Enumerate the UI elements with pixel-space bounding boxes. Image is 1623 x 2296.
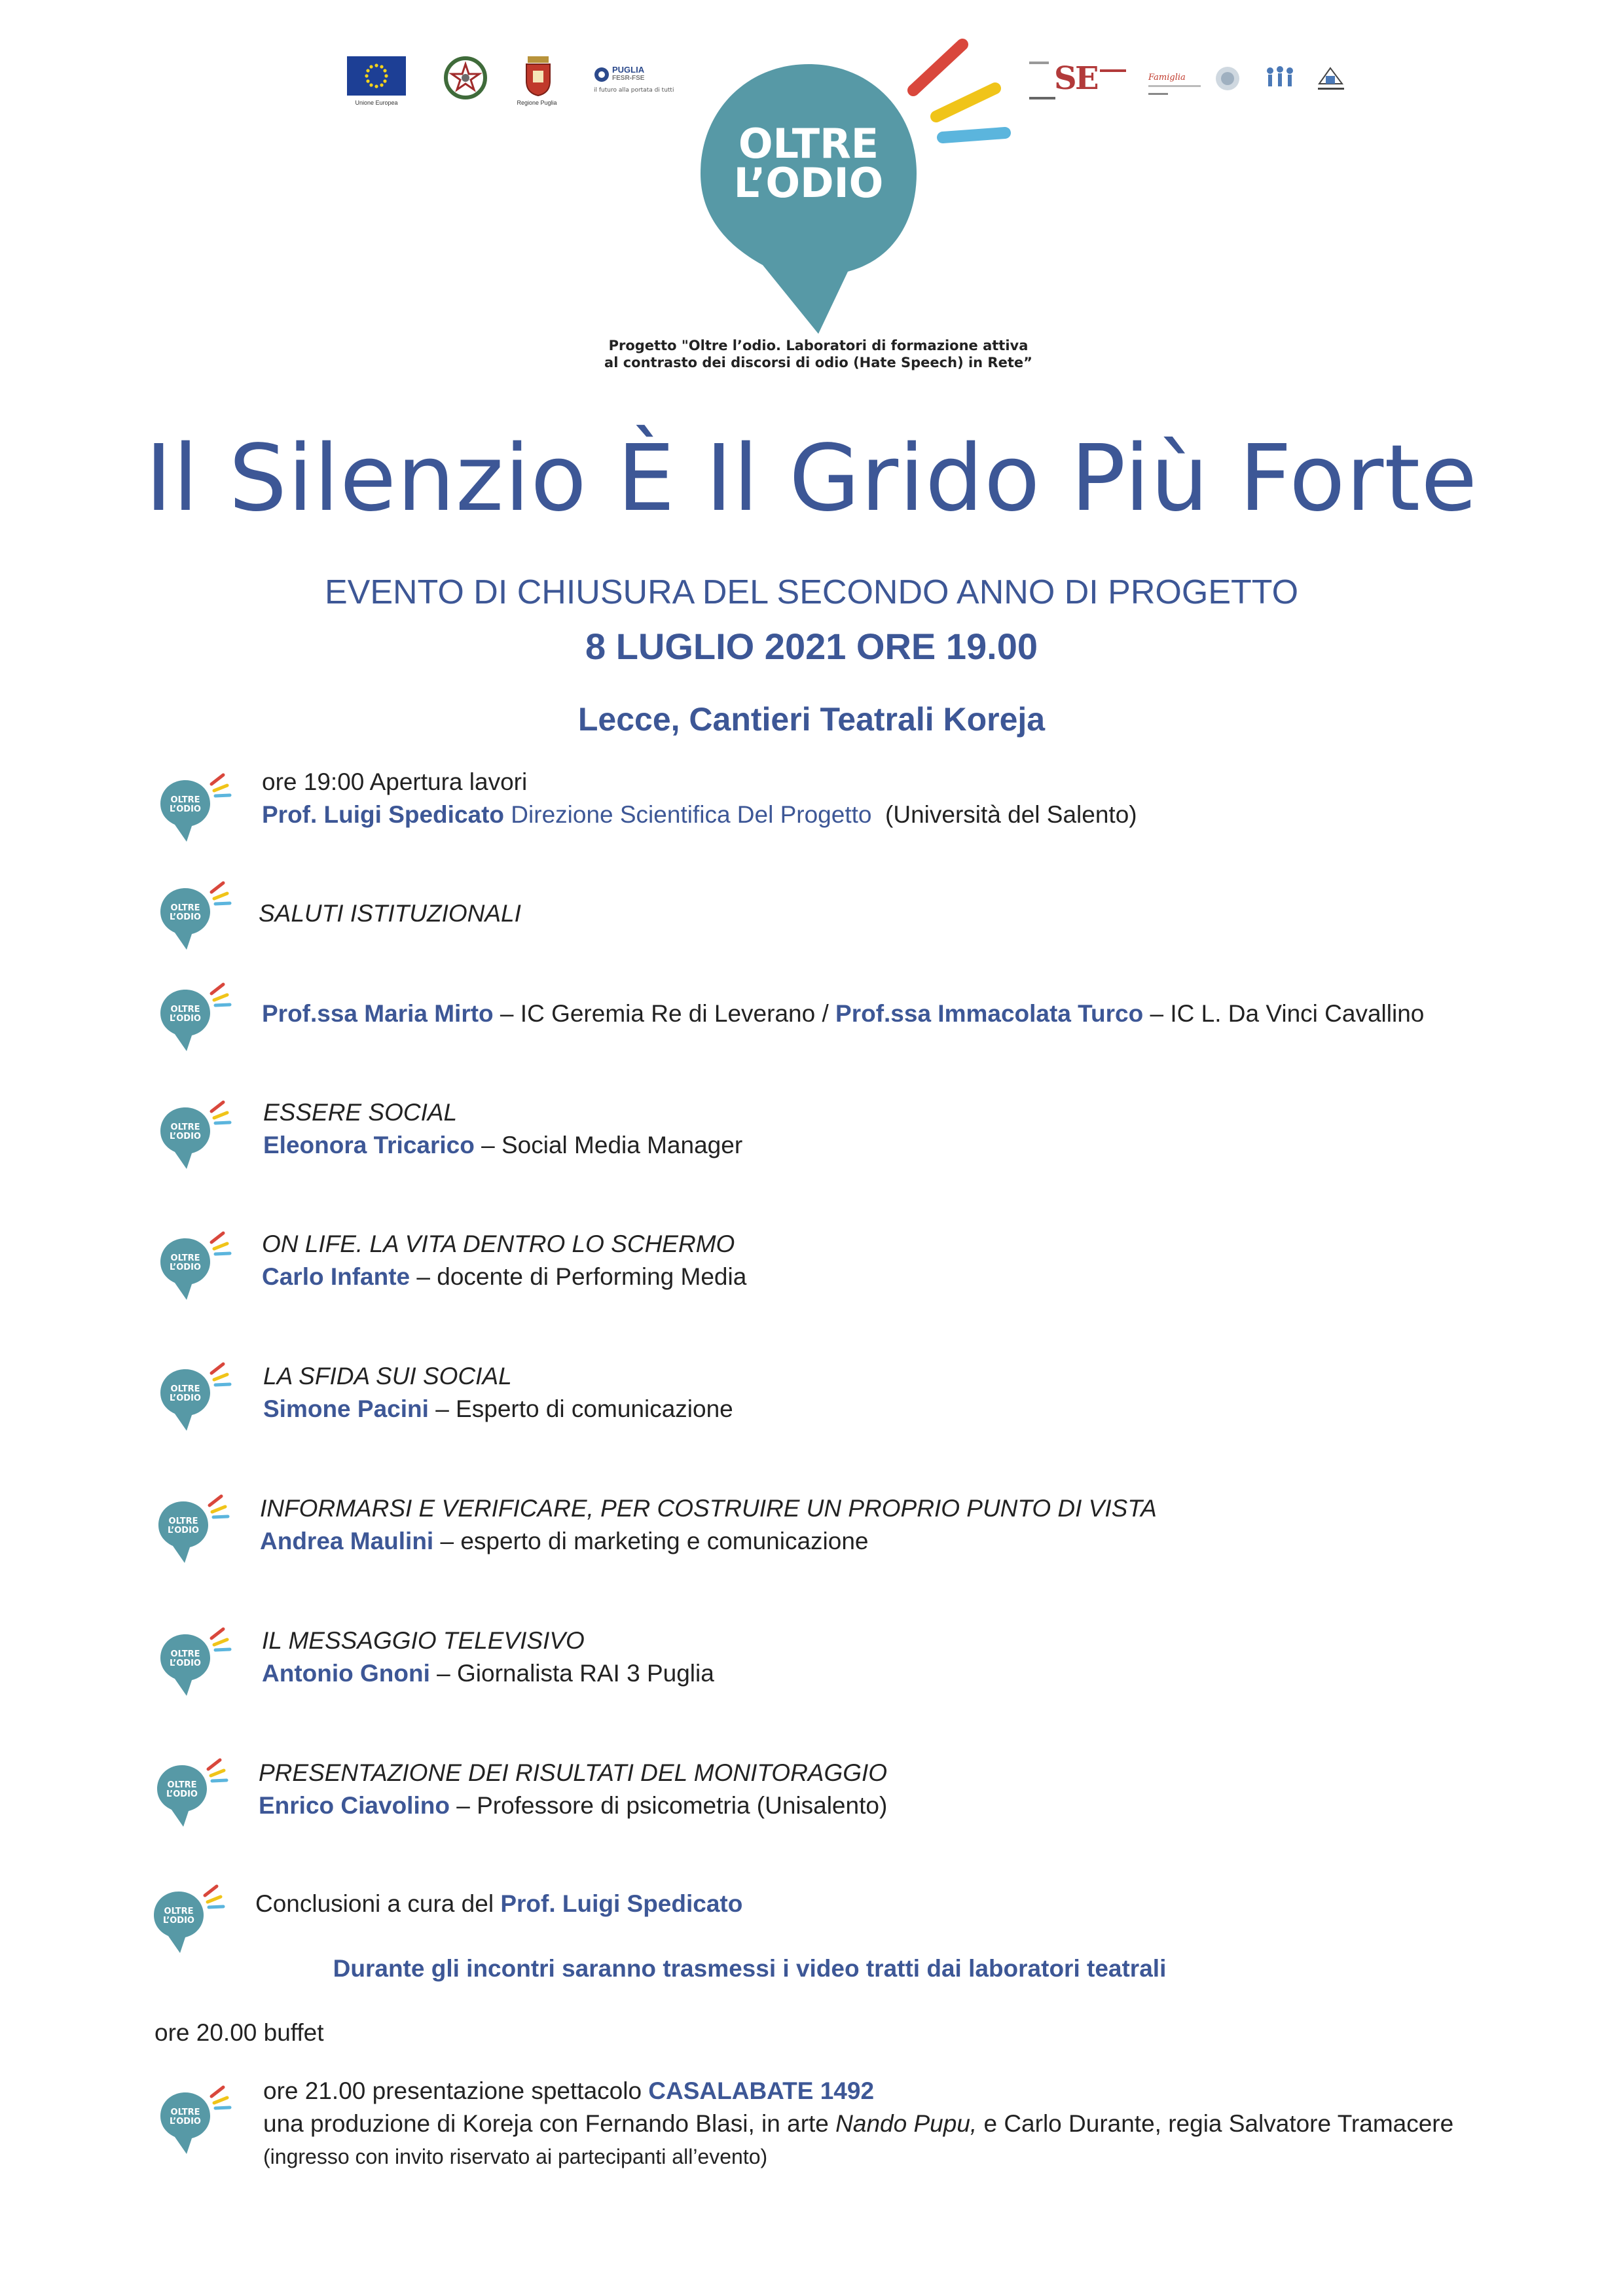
speaker-name: Eleonora Tricarico — [263, 1132, 475, 1158]
oltre-lodio-bullet-icon — [152, 1487, 237, 1566]
speaker-name: Prof. Luigi Spedicato — [500, 1890, 743, 1917]
bullet-logo-line-1: OLTRE — [164, 1907, 194, 1916]
speaker-affiliation: (Università del Salento) — [871, 801, 1137, 828]
oltre-lodio-bullet-icon — [154, 1355, 239, 1433]
logo-line-2: L’ODIO — [733, 159, 884, 207]
agenda-item-line — [263, 1129, 742, 1162]
speaker-role: Direzione Scientifica Del Progetto — [504, 801, 872, 828]
show-credits: e Carlo Durante, regia Salvatore Tramacere — [977, 2110, 1454, 2137]
project-description — [576, 337, 1061, 371]
speaker-name: Prof.ssa Maria Mirto — [262, 1000, 494, 1027]
oltre-lodio-bullet-icon — [154, 975, 239, 1054]
main-logo-text — [701, 120, 917, 207]
agenda-item-line: IL MESSAGGIO TELEVISIVO — [262, 1627, 585, 1654]
por-puglia-text — [612, 65, 644, 82]
show-line — [263, 2075, 1453, 2108]
bullet-logo-line-2: L’ODIO — [168, 1526, 199, 1535]
oltre-lodio-bullet-icon — [147, 1877, 232, 1956]
bullet-logo-line-1: OLTRE — [170, 1649, 200, 1659]
agenda-item — [262, 997, 1424, 1030]
agenda-item-line — [263, 1393, 733, 1426]
project-line-2: al contrasto dei discorsi di odio (Hate Speech) in Rete” — [604, 355, 1032, 370]
speaker-name: Antonio Gnoni — [262, 1660, 430, 1687]
show-stage-name: Nando Pupu, — [835, 2110, 977, 2137]
agenda-item — [262, 1228, 746, 1293]
show-item — [263, 2075, 1453, 2173]
eu-caption: Unione Europea — [355, 99, 398, 106]
agenda-item — [259, 1757, 887, 1822]
speaker-name: Carlo Infante — [262, 1263, 410, 1290]
show-line — [263, 2108, 1453, 2140]
oltre-lodio-bullet-icon — [154, 874, 239, 952]
show-intro: ore 21.00 presentazione spettacolo — [263, 2077, 649, 2104]
agenda-item — [263, 1096, 742, 1162]
oltre-lodio-bullet-icon — [154, 1224, 239, 1302]
show-title: CASALABATE 1492 — [648, 2077, 875, 2104]
bullet-logo-line-2: L’ODIO — [170, 1132, 201, 1141]
event-venue: Lecce, Cantieri Teatrali Koreja — [577, 701, 1046, 738]
agenda-item-line — [260, 1525, 1157, 1558]
oltre-lodio-bullet-icon — [154, 1620, 239, 1698]
oltre-lodio-bullet-icon — [154, 1093, 239, 1172]
svg-text:S: S — [1054, 60, 1077, 97]
event-subtitle: EVENTO DI CHIUSURA DEL SECONDO ANNO DI PROGETTO — [324, 573, 1299, 611]
bullet-logo-line-1: OLTRE — [167, 1780, 197, 1790]
oltre-lodio-bullet-icon — [154, 766, 239, 844]
svg-text:E: E — [1075, 60, 1099, 97]
svg-text:il futuro alla portata di tutt: il futuro alla portata di tutti — [594, 87, 674, 94]
speaker-role: – esperto di marketing e comunicazione — [433, 1528, 869, 1554]
event-date: 8 LUGLIO 2021 ORE 19.00 — [585, 626, 1038, 667]
speaker-name: Prof.ssa Immacolata Turco — [835, 1000, 1144, 1027]
partner-figures-logo-icon — [1264, 64, 1296, 90]
bullet-logo-line-2: L’ODIO — [170, 1263, 201, 1272]
bullet-logo-line-1: OLTRE — [170, 2108, 200, 2117]
speaker-role: – Professore di psicometria (Unisalento) — [449, 1792, 888, 1819]
video-note: Durante gli incontri saranno trasmessi i video tratti dai laboratori teatrali — [333, 1955, 1167, 1982]
agenda-item-line: LA SFIDA SUI SOCIAL — [263, 1363, 512, 1390]
bullet-logo-line-2: L’ODIO — [166, 1789, 198, 1799]
conclusion-text: Conclusioni a cura del — [255, 1890, 501, 1917]
agenda-item-line — [262, 1261, 746, 1293]
bullet-logo-line-1: OLTRE — [170, 1253, 200, 1263]
bullet-logo-line-2: L’ODIO — [170, 912, 201, 922]
agenda-item-line: INFORMARSI E VERIFICARE, PER COSTRUIRE UN PROPRIO PUNTO DI VISTA — [260, 1495, 1157, 1522]
speaker-role: – IC Geremia Re di Leverano / — [493, 1000, 836, 1027]
bullet-logo-line-2: L’ODIO — [170, 1014, 201, 1024]
agenda-item — [255, 1888, 742, 1920]
bullet-logo-line-1: OLTRE — [170, 903, 200, 913]
logo-line-1: OLTRE — [738, 120, 879, 168]
agenda-item-line: ESSERE SOCIAL — [263, 1099, 458, 1126]
show-invite-note: (ingresso con invito riservato ai partecipanti all’evento) — [263, 2145, 768, 2168]
eu-flag-icon — [347, 56, 406, 96]
partner-logos-icon — [1146, 65, 1205, 98]
agenda-item-line — [262, 798, 1137, 831]
bullet-logo-line-1: OLTRE — [170, 795, 200, 805]
italian-republic-emblem-icon — [444, 55, 483, 98]
agenda-item-line: ore 19:00 Apertura lavori — [262, 768, 528, 795]
bullet-logo-line-1: OLTRE — [170, 1384, 200, 1394]
speaker-role: – IC L. Da Vinci Cavallino — [1143, 1000, 1425, 1027]
speaker-role: – Social Media Manager — [474, 1132, 743, 1158]
speaker-name: Andrea Maulini — [260, 1528, 434, 1554]
bullet-logo-line-2: L’ODIO — [170, 2117, 201, 2126]
buffet-line: ore 20.00 buffet — [155, 2019, 324, 2046]
bullet-logo-line-1: OLTRE — [170, 1005, 200, 1014]
agenda-item-line: ON LIFE. LA VITA DENTRO LO SCHERMO — [262, 1230, 735, 1257]
agenda-item: SALUTI ISTITUZIONALI — [259, 900, 521, 927]
agenda-item — [263, 1360, 733, 1426]
agenda-item-line — [259, 1789, 887, 1822]
project-line-1: Progetto "Oltre l’odio. Laboratori di formazione attiva — [608, 338, 1029, 353]
partner-circle-logo-icon — [1214, 65, 1241, 92]
agenda-item — [262, 1624, 714, 1690]
show-credits: una produzione di Koreja con Fernando Blasi, in arte — [263, 2110, 836, 2137]
agenda-item — [262, 766, 1137, 831]
bullet-logo-line-2: L’ODIO — [163, 1916, 194, 1926]
regione-puglia-caption: Regione Puglia — [517, 99, 557, 106]
speaker-role: – docente di Performing Media — [410, 1263, 747, 1290]
speaker-role: – Giornalista RAI 3 Puglia — [429, 1660, 714, 1687]
bullet-logo-line-2: L’ODIO — [170, 1393, 201, 1403]
svg-text:Famiglia: Famiglia — [1148, 73, 1186, 82]
oltre-lodio-bullet-icon — [151, 1751, 236, 1829]
bullet-logo-line-1: OLTRE — [170, 1122, 200, 1132]
agenda-item-line — [262, 1657, 714, 1690]
bullet-logo-line-2: L’ODIO — [170, 804, 201, 814]
speaker-role: – Esperto di comunicazione — [428, 1395, 733, 1422]
regione-puglia-coat-icon — [524, 55, 563, 98]
oltre-lodio-bullet-icon — [154, 2078, 239, 2157]
speaker-name: Enrico Ciavolino — [259, 1792, 450, 1819]
bullet-logo-line-1: OLTRE — [168, 1516, 198, 1526]
dipartimento-sse-logo-icon — [1028, 58, 1129, 103]
page-title: Il Silenzio È Il Grido Più Forte — [145, 425, 1478, 532]
por-line: PUGLIA — [612, 65, 645, 75]
comune-logo-icon — [1313, 64, 1349, 94]
por-line: FESR-FSE — [612, 75, 645, 82]
agenda-item-line: PRESENTAZIONE DEI RISULTATI DEL MONITORAGGIO — [259, 1759, 888, 1786]
speaker-name: Simone Pacini — [263, 1395, 429, 1422]
bullet-logo-line-2: L’ODIO — [170, 1659, 201, 1668]
agenda-item — [260, 1492, 1157, 1558]
speaker-name: Prof. Luigi Spedicato — [262, 801, 505, 828]
